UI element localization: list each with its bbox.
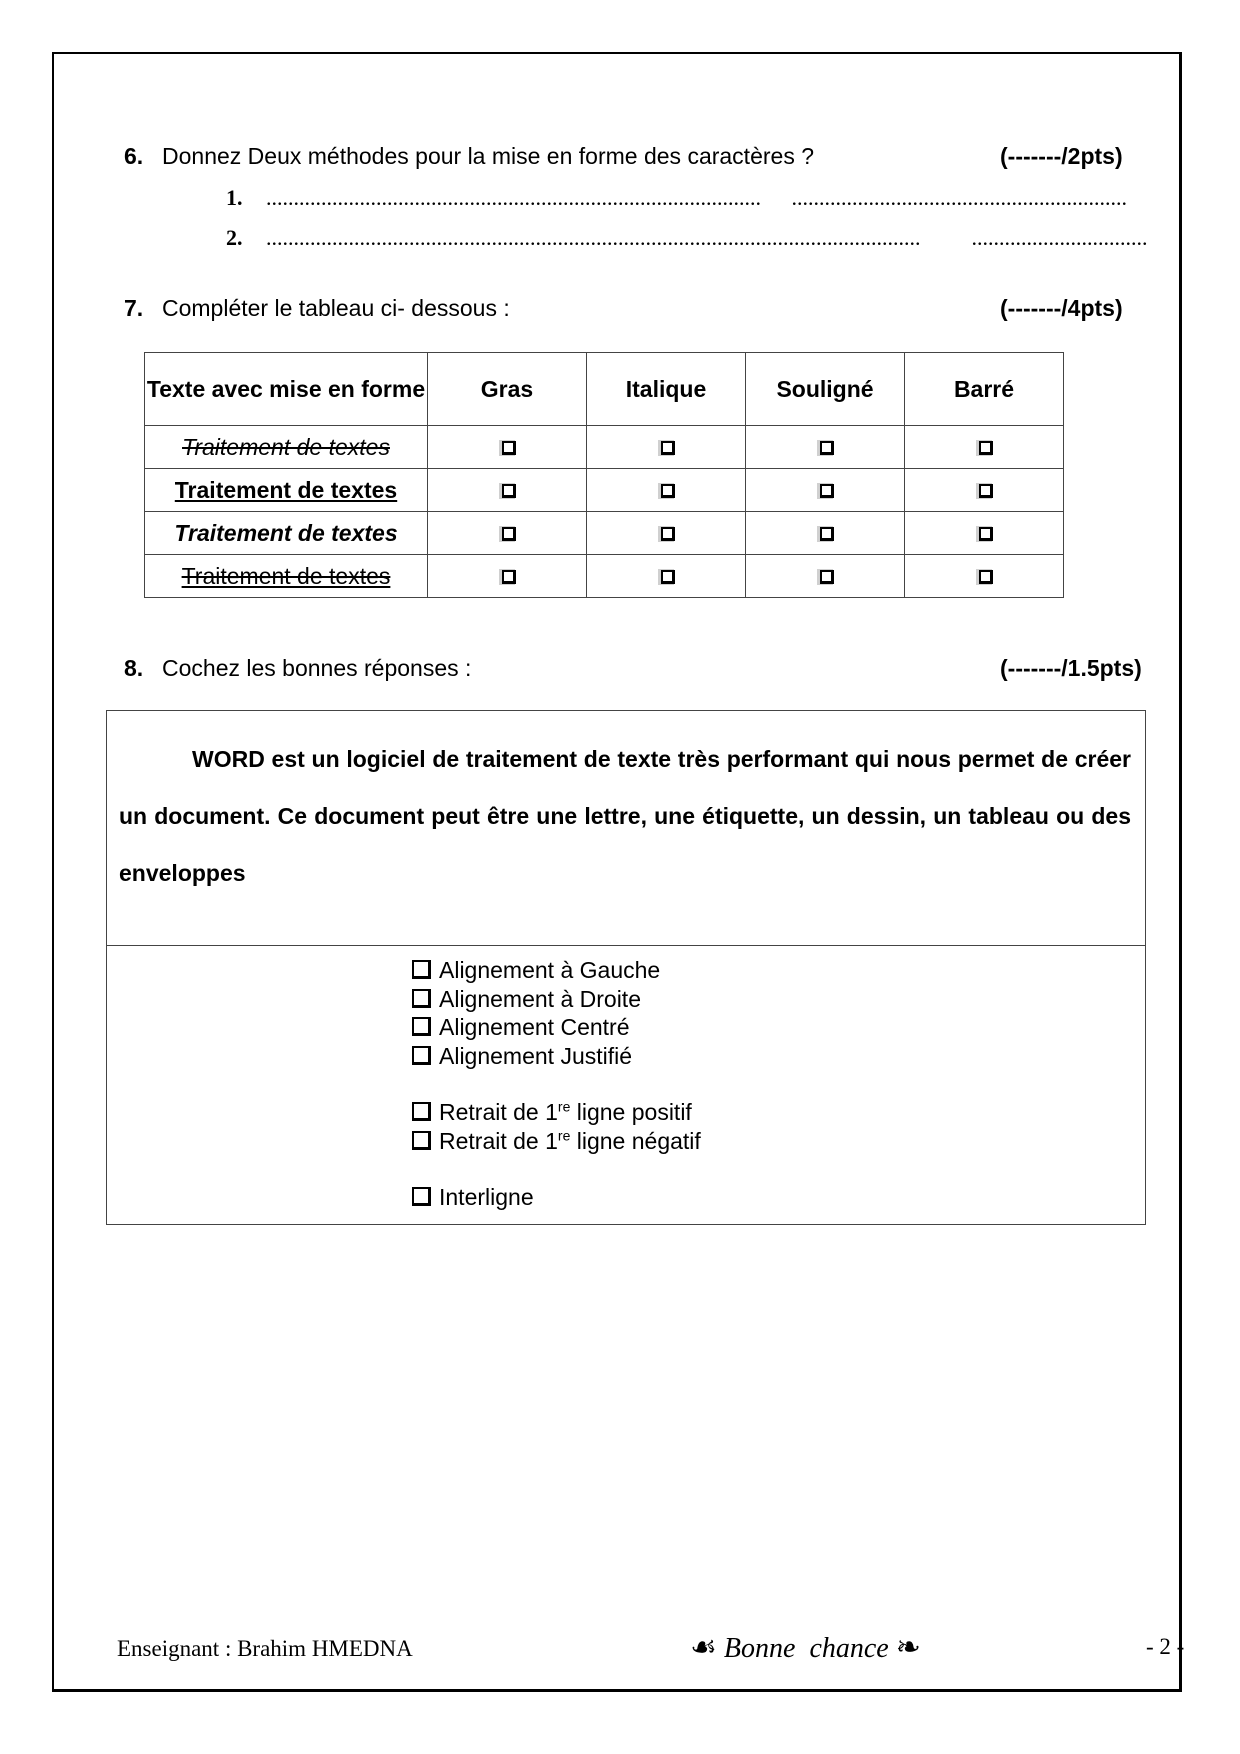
- answer-line-1-number: 1.: [226, 185, 243, 210]
- answer-line-1-dots-b: .............................................................: [791, 185, 1127, 210]
- option-interline[interactable]: [412, 1183, 701, 1212]
- sample-text-cell: [145, 555, 428, 598]
- checkbox-cell[interactable]: [428, 469, 587, 512]
- question-8-text: Cochez les bonnes réponses :: [162, 655, 472, 681]
- checkbox-italic[interactable]: [658, 483, 674, 499]
- answer-line-2[interactable]: [226, 225, 1170, 251]
- question-7: [124, 295, 510, 322]
- checkbox-icon[interactable]: [412, 1102, 431, 1121]
- checkbox-cell[interactable]: [587, 512, 746, 555]
- answer-line-2-dots-a: .......................................................................................................................: [266, 225, 921, 250]
- checkbox-cell[interactable]: [905, 426, 1064, 469]
- option-align-justify[interactable]: [412, 1042, 701, 1071]
- option-align-right[interactable]: [412, 985, 701, 1014]
- sample-text-cell: [145, 426, 428, 469]
- checkbox-cell[interactable]: [587, 555, 746, 598]
- sample-strike-italic: Traitement de textes: [182, 433, 390, 460]
- checkbox-underline[interactable]: [817, 483, 833, 499]
- table-row: [145, 426, 1064, 469]
- checkbox-cell[interactable]: [587, 469, 746, 512]
- checkbox-icon[interactable]: [412, 989, 431, 1008]
- checkbox-cell[interactable]: [746, 469, 905, 512]
- question-7-number: 7.: [124, 295, 144, 321]
- checkbox-underline[interactable]: [817, 569, 833, 585]
- option-indent-positive[interactable]: [412, 1098, 701, 1127]
- fleuron-left-icon: ☙: [690, 1631, 717, 1664]
- superscript: re: [557, 1126, 571, 1143]
- checkbox-cell[interactable]: [905, 555, 1064, 598]
- checkbox-underline[interactable]: [817, 440, 833, 456]
- option-label: Alignement à Gauche: [439, 957, 661, 983]
- header-format-text: Texte avec mise en forme: [145, 353, 428, 426]
- question-8-box: [106, 710, 1146, 1225]
- option-label: Alignement Justifié: [439, 1042, 633, 1069]
- word-paragraph: WORD est un logiciel de traitement de texte très performant qui nous permet de créer un document. Ce document peut être une lettre, une étiquette, un dessin, un tableau ou des enveloppes: [119, 746, 1131, 886]
- checkbox-bold[interactable]: [499, 483, 515, 499]
- sample-text-cell: [145, 512, 428, 555]
- sample-strike-underline: Traitement de textes: [181, 562, 391, 589]
- checkbox-icon[interactable]: [412, 1017, 431, 1036]
- checkbox-strikethrough[interactable]: [976, 526, 992, 542]
- option-label: Interligne: [439, 1184, 534, 1210]
- question-7-text: Compléter le tableau ci- dessous :: [162, 295, 510, 321]
- question-8-points: (-------/1.5pts): [1000, 655, 1142, 681]
- header-strikethrough: Barré: [905, 353, 1064, 426]
- sample-text-cell: [145, 469, 428, 512]
- formatting-table: [144, 352, 1064, 598]
- sample-bold-italic: Traitement de textes: [174, 519, 398, 546]
- option-label: Retrait de 1: [439, 1099, 558, 1125]
- header-italic: Italique: [587, 353, 746, 426]
- checkbox-strikethrough[interactable]: [976, 569, 992, 585]
- checkbox-italic[interactable]: [658, 526, 674, 542]
- checkbox-cell[interactable]: [905, 469, 1064, 512]
- checkbox-underline[interactable]: [817, 526, 833, 542]
- answer-line-1[interactable]: [226, 185, 1170, 211]
- checkbox-cell[interactable]: [905, 512, 1064, 555]
- table-row: [145, 555, 1064, 598]
- checkbox-cell[interactable]: [746, 555, 905, 598]
- option-label-rest: ligne positif: [570, 1099, 692, 1125]
- checkbox-italic[interactable]: [658, 440, 674, 456]
- paragraph-panel: [107, 711, 1145, 946]
- table-row: [145, 512, 1064, 555]
- superscript: re: [557, 1098, 571, 1115]
- question-6: [124, 143, 814, 170]
- question-6-number: 6.: [124, 143, 144, 169]
- sample-bold-underline: Traitement de textes: [174, 476, 398, 503]
- fleuron-right-icon: ❧: [895, 1631, 921, 1664]
- header-bold: Gras: [428, 353, 587, 426]
- checkbox-strikethrough[interactable]: [976, 483, 992, 499]
- option-label: Retrait de 1: [439, 1127, 558, 1154]
- question-6-text: Donnez Deux méthodes pour la mise en forme des caractères ?: [162, 143, 814, 169]
- checkbox-cell[interactable]: [746, 426, 905, 469]
- checkbox-italic[interactable]: [658, 569, 674, 585]
- question-8-number: 8.: [124, 655, 144, 681]
- answer-line-2-dots-b: ................................: [971, 225, 1148, 250]
- checkbox-icon[interactable]: [412, 1131, 431, 1150]
- checkbox-cell[interactable]: [428, 426, 587, 469]
- question-6-points: (-------/2pts): [1000, 143, 1123, 169]
- checkbox-bold[interactable]: [499, 569, 515, 585]
- footer-wish: [690, 1630, 921, 1665]
- page-number: - 2 -: [1146, 1634, 1185, 1659]
- option-align-left[interactable]: [412, 956, 701, 985]
- question-7-points: (-------/4pts): [1000, 295, 1123, 321]
- table-row: [145, 469, 1064, 512]
- footer-teacher: Enseignant : Brahim HMEDNA: [117, 1636, 413, 1661]
- checkbox-cell[interactable]: [587, 426, 746, 469]
- question-8: [124, 655, 471, 682]
- footer-wish-text: Bonne chance: [723, 1633, 889, 1664]
- option-label-rest: ligne négatif: [570, 1127, 701, 1154]
- checkbox-icon[interactable]: [412, 1187, 431, 1206]
- table-header-row: [145, 353, 1064, 426]
- checkbox-icon[interactable]: [412, 1046, 431, 1065]
- options-list: [412, 956, 701, 1212]
- checkbox-icon[interactable]: [412, 960, 431, 979]
- checkbox-cell[interactable]: [746, 512, 905, 555]
- option-label: Alignement à Droite: [439, 985, 641, 1012]
- header-underline: Souligné: [746, 353, 905, 426]
- checkbox-bold[interactable]: [499, 440, 515, 456]
- option-label: Alignement Centré: [439, 1014, 630, 1040]
- option-indent-negative[interactable]: [412, 1127, 701, 1156]
- answer-line-2-number: 2.: [226, 225, 243, 250]
- option-align-center[interactable]: [412, 1013, 701, 1042]
- checkbox-cell[interactable]: [428, 555, 587, 598]
- answer-line-1-dots-a: ..........................................................................................: [266, 185, 761, 210]
- checkbox-bold[interactable]: [499, 526, 515, 542]
- checkbox-cell[interactable]: [428, 512, 587, 555]
- checkbox-strikethrough[interactable]: [976, 440, 992, 456]
